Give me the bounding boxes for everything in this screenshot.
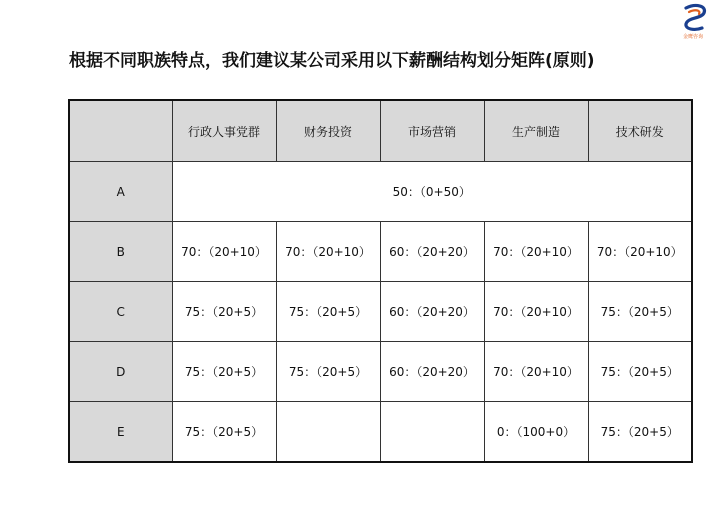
table-cell: 0：（100+0） xyxy=(484,402,588,463)
column-header-finance: 财务投资 xyxy=(276,100,380,162)
table-cell: 75：（20+5） xyxy=(276,342,380,402)
table-cell: 75：（20+5） xyxy=(588,342,692,402)
table-cell: 70：（20+10） xyxy=(588,222,692,282)
grade-label: D xyxy=(69,342,172,402)
table-cell: 70：（20+10） xyxy=(484,282,588,342)
grade-label: A xyxy=(69,162,172,222)
table-cell: 75：（20+5） xyxy=(588,402,692,463)
table-cell: 70：（20+10） xyxy=(276,222,380,282)
table-cell: 75：（20+5） xyxy=(172,282,276,342)
table-cell: 60：（20+20） xyxy=(380,282,484,342)
logo-swoosh-orange xyxy=(689,10,699,14)
salary-structure-matrix xyxy=(68,99,693,463)
table-row xyxy=(69,282,692,342)
table-cell: 60：（20+20） xyxy=(380,222,484,282)
grade-label: C xyxy=(69,282,172,342)
table-cell: 70：（20+10） xyxy=(484,222,588,282)
table-cell: 75：（20+5） xyxy=(172,342,276,402)
logo-swoosh-blue xyxy=(686,6,705,30)
table-row xyxy=(69,402,692,463)
table-row xyxy=(69,162,692,222)
table-cell: 70：（20+10） xyxy=(484,342,588,402)
column-header-marketing: 市场营销 xyxy=(380,100,484,162)
table-cell xyxy=(276,402,380,463)
table-cell: 60：（20+20） xyxy=(380,342,484,402)
column-header-admin: 行政人事党群 xyxy=(172,100,276,162)
header-row xyxy=(69,100,692,162)
table-row xyxy=(69,222,692,282)
table-cell xyxy=(380,402,484,463)
table-cell: 75：（20+5） xyxy=(276,282,380,342)
column-header-rnd: 技术研发 xyxy=(588,100,692,162)
table-cell: 70：（20+10） xyxy=(172,222,276,282)
grade-label: B xyxy=(69,222,172,282)
column-header-production: 生产制造 xyxy=(484,100,588,162)
grade-label: E xyxy=(69,402,172,463)
table-cell: 75：（20+5） xyxy=(172,402,276,463)
logo-text: 金鹰咨询 xyxy=(683,34,704,40)
corner-cell xyxy=(69,100,172,162)
page-title: 根据不同职族特点，我们建议某公司采用以下薪酬结构划分矩阵(原则) xyxy=(69,51,595,71)
merged-cell: 50：（0+50） xyxy=(172,162,692,222)
table-cell: 75：（20+5） xyxy=(588,282,692,342)
table-row xyxy=(69,342,692,402)
